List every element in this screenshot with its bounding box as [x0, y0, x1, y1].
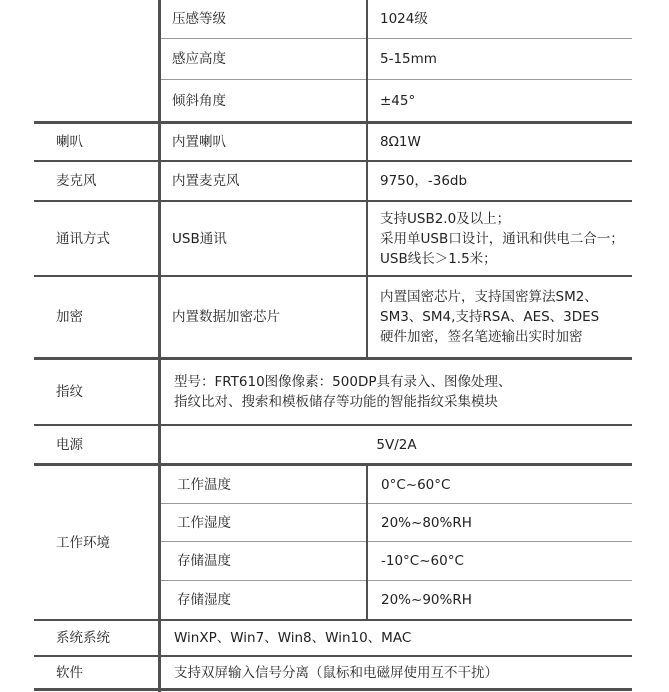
- column-divider: [366, 0, 368, 122]
- spec-merged-value: WinXP、Win7、Win8、Win10、MAC: [174, 630, 412, 646]
- spec-value: ±45°: [380, 92, 416, 109]
- spec-value-line: 硬件加密，签名笔迹输出实时加密: [380, 329, 583, 345]
- spec-value: 9750，-36db: [380, 173, 468, 189]
- spec-value: 8Ω1W: [380, 134, 421, 150]
- spec-value: 1024级: [380, 11, 428, 27]
- spec-category: 工作环境: [56, 534, 110, 551]
- spec-merged-value: 支持双屏输入信号分离（鼠标和电磁屏使用互不干扰）: [174, 664, 498, 681]
- spec-merged-value: [174, 360, 630, 424]
- spec-value-line: 采用单USB口设计，通讯和供电二合一；: [380, 230, 624, 247]
- spec-category: 麦克风: [56, 173, 97, 189]
- spec-param: 内置喇叭: [172, 134, 226, 150]
- spec-value: 20%~80%RH: [381, 514, 472, 531]
- spec-merged-value: 5V/2A: [376, 436, 417, 453]
- spec-value: -10°C~60°C: [381, 553, 464, 569]
- column-divider: [366, 465, 368, 621]
- spec-value-line: 指纹比对、搜索和模板储存等功能的智能指纹采集模块: [174, 394, 498, 410]
- spec-value-line: SM3、SM4,支持RSA、AES、3DES: [380, 309, 600, 325]
- spec-category: 喇叭: [56, 134, 83, 150]
- spec-category: 电源: [56, 436, 83, 453]
- table-divider: [34, 688, 632, 691]
- spec-param: 内置数据加密芯片: [172, 309, 280, 325]
- spec-value: 20%~90%RH: [381, 592, 472, 608]
- spec-param: USB通讯: [172, 230, 227, 247]
- spec-value: 5-15mm: [380, 51, 437, 67]
- column-divider: [158, 0, 161, 692]
- spec-param: 存储温度: [177, 553, 231, 569]
- spec-category: 指纹: [56, 384, 83, 400]
- spec-value: [380, 202, 632, 275]
- spec-param: 倾斜角度: [172, 92, 226, 109]
- spec-param: 工作湿度: [177, 514, 231, 531]
- column-divider: [366, 122, 368, 358]
- spec-value: 0°C~60°C: [381, 476, 451, 493]
- spec-value-line: 支持USB2.0及以上；: [380, 210, 511, 227]
- spec-value-line: USB线长＞1.5米；: [380, 250, 497, 267]
- spec-param: 存储湿度: [177, 592, 231, 608]
- spec-value-line: 内置国密芯片，支持国密算法SM2、: [380, 289, 598, 305]
- spec-category: 通讯方式: [56, 230, 110, 247]
- spec-param: 内置麦克风: [172, 173, 240, 189]
- spec-value-line: 型号：FRT610图像像素：500DP具有录入、图像处理、: [174, 374, 512, 390]
- spec-value: [380, 277, 632, 357]
- spec-category: 加密: [56, 309, 83, 325]
- spec-category: 软件: [56, 664, 83, 681]
- spec-param: 工作温度: [177, 476, 231, 493]
- spec-param: 压感等级: [172, 11, 226, 27]
- spec-category: 系统系统: [56, 630, 110, 646]
- spec-param: 感应高度: [172, 51, 226, 67]
